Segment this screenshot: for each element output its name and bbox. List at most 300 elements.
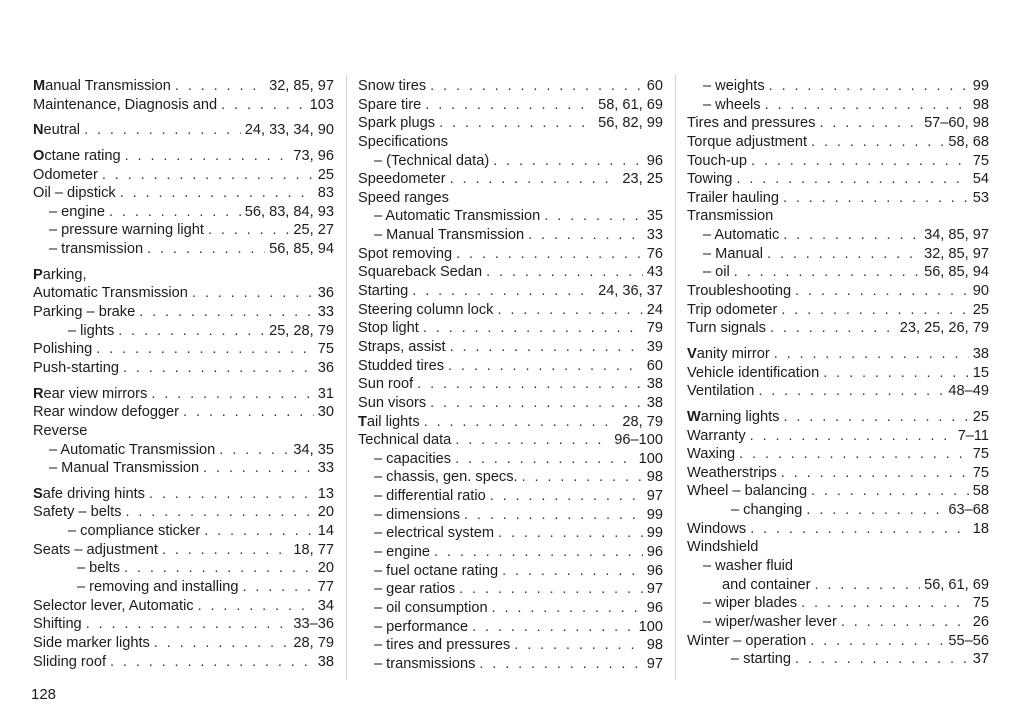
index-entry xyxy=(358,189,663,208)
index-entry xyxy=(687,282,989,301)
dot-leader xyxy=(770,319,896,338)
entry-term xyxy=(33,653,106,672)
entry-pages: 58, 68 xyxy=(948,133,989,150)
entry-term-text: – wiper/washer lever xyxy=(703,613,837,630)
index-entry xyxy=(358,114,663,133)
entry-pages: 32, 85, 97 xyxy=(269,78,334,94)
index-entry xyxy=(358,506,663,525)
index-entry xyxy=(358,636,663,655)
dot-leader xyxy=(434,543,643,562)
entry-term-text: Towing xyxy=(687,171,733,188)
index-entry xyxy=(33,322,334,341)
entry-term-text: Turn signals xyxy=(687,320,766,337)
entry-term-text: anity mirror xyxy=(696,345,770,362)
entry-term xyxy=(687,576,810,595)
entry-term xyxy=(687,189,779,208)
dot-leader xyxy=(750,520,969,539)
entry-term-text: Touch-up xyxy=(687,152,748,169)
entry-term-text: Torque adjustment xyxy=(687,133,808,150)
entry-term-text: Odometer xyxy=(33,166,98,183)
entry-pages: 77 xyxy=(317,579,334,596)
index-entry xyxy=(33,485,334,504)
entry-term-text: Spark plugs xyxy=(358,115,436,132)
index-entry xyxy=(687,382,989,401)
entry-pages: 56, 85, 94 xyxy=(924,264,989,281)
entry-term xyxy=(687,301,777,320)
entry-term xyxy=(33,322,114,341)
entry-term-text: – Automatic xyxy=(703,227,780,244)
entry-term-text: Vehicle identification xyxy=(687,364,820,381)
entry-pages: 28, 79 xyxy=(622,413,663,430)
index-entry xyxy=(687,538,989,557)
entry-pages: 63–68 xyxy=(948,502,989,519)
index-entry xyxy=(358,301,663,320)
index-entry xyxy=(358,431,663,450)
entry-term xyxy=(358,319,419,338)
dot-leader xyxy=(162,541,289,560)
entry-term xyxy=(687,245,763,264)
entry-pages: 38 xyxy=(972,345,989,362)
entry-pages: 96 xyxy=(646,152,663,169)
entry-pages: 99 xyxy=(646,525,663,542)
entry-term-text: – fuel octane rating xyxy=(374,562,499,579)
entry-term-text: Snow tires xyxy=(358,78,427,94)
entry-pages: 75 xyxy=(972,464,989,481)
dot-leader xyxy=(492,599,643,618)
index-column-3 xyxy=(687,77,989,669)
index-entry xyxy=(358,319,663,338)
entry-term-text: Rear window defogger xyxy=(33,404,180,421)
entry-term xyxy=(358,580,455,599)
dot-leader xyxy=(502,562,643,581)
dot-leader xyxy=(811,133,944,152)
entry-pages: 25, 28, 79 xyxy=(269,322,334,339)
entry-term-text: – wheels xyxy=(703,96,761,113)
entry-term-text: ctane rating xyxy=(44,147,121,164)
dot-leader xyxy=(490,487,643,506)
entry-term-text: Push-starting xyxy=(33,359,119,376)
entry-term xyxy=(687,364,819,383)
entry-term-text: – weights xyxy=(703,78,765,94)
entry-pages: 75 xyxy=(972,152,989,169)
entry-pages: 38 xyxy=(646,394,663,411)
index-entry xyxy=(33,77,334,96)
entry-pages: 79 xyxy=(646,320,663,337)
entry-term xyxy=(687,226,779,245)
entry-term-text: Safety – belts xyxy=(33,504,122,521)
entry-term-text: ail lights xyxy=(366,413,420,430)
entry-term xyxy=(33,403,179,422)
entry-term-text: – differential ratio xyxy=(374,488,486,505)
entry-term-text: – starting xyxy=(731,651,792,668)
dot-leader xyxy=(219,441,289,460)
entry-term xyxy=(687,594,797,613)
index-entry xyxy=(33,184,334,203)
entry-term-text: Waxing xyxy=(687,446,736,463)
entry-term-text: – removing and installing xyxy=(77,579,239,596)
dot-leader xyxy=(801,594,969,613)
entry-term xyxy=(358,226,524,245)
entry-term-text: – oil consumption xyxy=(374,599,488,616)
index-entry xyxy=(358,655,663,674)
index-entry xyxy=(33,578,334,597)
entry-pages: 98 xyxy=(646,637,663,654)
dot-leader xyxy=(183,403,314,422)
dot-leader xyxy=(750,427,954,446)
entry-pages: 53 xyxy=(972,189,989,206)
entry-term-text: – Manual Transmission xyxy=(49,460,200,477)
dot-leader xyxy=(522,468,643,487)
entry-term-text: – Manual Transmission xyxy=(374,227,525,244)
dot-leader xyxy=(147,240,265,259)
entry-pages: 33 xyxy=(646,227,663,244)
dot-leader xyxy=(811,482,969,501)
index-entry xyxy=(687,557,989,576)
entry-pages: 56, 83, 84, 93 xyxy=(244,203,334,220)
entry-term-text: Trailer hauling xyxy=(687,189,779,206)
entry-term-text: Specifications xyxy=(358,133,449,150)
dot-leader xyxy=(819,114,920,133)
entry-pages: 38 xyxy=(646,376,663,393)
entry-pages: 100 xyxy=(638,618,663,635)
entry-term-text: Ventilation xyxy=(687,383,755,400)
entry-pages: 33–36 xyxy=(293,616,334,633)
entry-pages: 98 xyxy=(646,469,663,486)
index-entry xyxy=(687,464,989,483)
dot-leader xyxy=(221,96,305,115)
dot-leader xyxy=(192,284,314,303)
entry-term-text: Maintenance, Diagnosis and xyxy=(33,96,218,113)
entry-pages: 97 xyxy=(646,488,663,505)
entry-term-initial: W xyxy=(687,408,701,425)
entry-term xyxy=(358,375,413,394)
entry-term xyxy=(687,319,766,338)
entry-pages: 100 xyxy=(638,450,663,467)
entry-term-text: Spot removing xyxy=(358,245,453,262)
dot-leader xyxy=(528,226,643,245)
entry-term xyxy=(358,207,540,226)
entry-term xyxy=(358,338,446,357)
entry-pages: 23, 25 xyxy=(622,171,663,188)
entry-term xyxy=(358,189,449,208)
entry-term xyxy=(33,266,87,285)
entry-term-text: – transmission xyxy=(49,241,144,258)
entry-term xyxy=(687,650,791,669)
entry-term-text: Seats – adjustment xyxy=(33,541,158,558)
entry-term-text: Studded tires xyxy=(358,357,444,374)
entry-pages: 20 xyxy=(317,504,334,521)
dot-leader xyxy=(739,445,969,464)
index-entry xyxy=(358,524,663,543)
dot-leader xyxy=(424,413,619,432)
entry-pages: 96 xyxy=(646,544,663,561)
entry-term xyxy=(687,207,773,226)
entry-term-text: Parking – brake xyxy=(33,304,136,321)
dot-leader xyxy=(154,634,290,653)
index-entry xyxy=(358,543,663,562)
entry-term-text: Straps, assist xyxy=(358,338,446,355)
entry-term xyxy=(33,77,171,96)
dot-leader xyxy=(204,522,314,541)
entry-pages: 25 xyxy=(317,166,334,183)
column-divider xyxy=(346,74,347,680)
entry-term xyxy=(358,282,408,301)
entry-term-text: Troubleshooting xyxy=(687,283,792,300)
index-entry xyxy=(687,408,989,427)
entry-pages: 98 xyxy=(972,96,989,113)
entry-term-initial: P xyxy=(33,266,43,283)
entry-term-text: – transmissions xyxy=(374,655,476,672)
entry-term-initial: S xyxy=(33,485,43,502)
dot-leader xyxy=(109,203,241,222)
dot-leader xyxy=(425,96,594,115)
entry-term xyxy=(687,520,746,539)
dot-leader xyxy=(198,597,314,616)
entry-term xyxy=(358,413,420,432)
entry-term xyxy=(687,382,754,401)
dot-leader xyxy=(514,636,642,655)
dot-leader xyxy=(765,96,969,115)
entry-pages: 39 xyxy=(646,338,663,355)
entry-term xyxy=(358,487,486,506)
entry-pages: 75 xyxy=(317,341,334,358)
entry-pages: 58, 61, 69 xyxy=(598,96,663,113)
index-entry xyxy=(33,221,334,240)
entry-pages: 31 xyxy=(317,385,334,402)
entry-term-text: ear view mirrors xyxy=(43,385,148,402)
dot-leader xyxy=(124,559,314,578)
dot-leader xyxy=(125,147,290,166)
index-entry xyxy=(358,338,663,357)
dot-leader xyxy=(734,263,920,282)
dot-leader xyxy=(412,282,594,301)
index-entry xyxy=(358,170,663,189)
index-entry xyxy=(687,189,989,208)
entry-pages: 96 xyxy=(646,562,663,579)
entry-term xyxy=(33,441,215,460)
entry-term xyxy=(33,578,238,597)
entry-pages: 24, 36, 37 xyxy=(598,283,663,300)
index-column-1 xyxy=(33,77,334,671)
index-entry xyxy=(687,445,989,464)
dot-leader xyxy=(125,503,313,522)
entry-pages: 60 xyxy=(646,357,663,374)
index-entry xyxy=(687,632,989,651)
entry-term-text: – engine xyxy=(374,544,430,561)
index-entry xyxy=(687,501,989,520)
entry-pages: 34 xyxy=(317,597,334,614)
index-entry xyxy=(687,594,989,613)
entry-pages: 20 xyxy=(317,560,334,577)
dot-leader xyxy=(450,170,619,189)
entry-pages: 34, 35 xyxy=(293,441,334,458)
dot-leader xyxy=(120,184,314,203)
index-entry xyxy=(687,170,989,189)
index-entry xyxy=(687,226,989,245)
entry-pages: 56, 85, 94 xyxy=(269,241,334,258)
entry-term-text: Trip odometer xyxy=(687,301,778,318)
entry-term xyxy=(358,599,488,618)
index-entry xyxy=(358,468,663,487)
index-entry xyxy=(687,650,989,669)
dot-leader xyxy=(758,382,944,401)
dot-leader xyxy=(823,364,969,383)
entry-term xyxy=(687,613,837,632)
index-entry xyxy=(33,203,334,222)
index-entry xyxy=(358,618,663,637)
index-entry xyxy=(687,114,989,133)
entry-term xyxy=(33,359,119,378)
entry-pages: 57–60, 98 xyxy=(924,115,989,132)
column-divider xyxy=(675,74,676,680)
entry-term-text: – dimensions xyxy=(374,506,460,523)
index-entry xyxy=(358,357,663,376)
entry-term-text: arking, xyxy=(42,266,87,283)
entry-term-text: – tires and pressures xyxy=(374,637,511,654)
dot-leader xyxy=(493,152,643,171)
index-entry xyxy=(687,345,989,364)
entry-term xyxy=(33,340,92,359)
dot-leader xyxy=(423,319,643,338)
dot-leader xyxy=(806,501,944,520)
entry-term-text: Technical data xyxy=(358,432,452,449)
index-entry xyxy=(358,96,663,115)
entry-pages: 56, 82, 99 xyxy=(598,115,663,132)
entry-term xyxy=(33,615,82,634)
dot-leader xyxy=(450,338,643,357)
entry-pages: 103 xyxy=(309,96,334,113)
entry-term xyxy=(33,634,150,653)
dot-leader xyxy=(430,77,643,96)
entry-pages: 73, 96 xyxy=(293,147,334,164)
dot-leader xyxy=(497,301,642,320)
entry-term xyxy=(33,459,199,478)
index-entry xyxy=(687,576,989,595)
index-entry xyxy=(33,522,334,541)
index-entry xyxy=(358,282,663,301)
entry-term xyxy=(687,501,802,520)
index-entry xyxy=(33,340,334,359)
entry-term-text: – Automatic Transmission xyxy=(374,208,541,225)
entry-term xyxy=(33,303,135,322)
index-entry xyxy=(33,559,334,578)
entry-term-text: Polishing xyxy=(33,341,93,358)
entry-term xyxy=(33,96,217,115)
entry-pages: 32, 85, 97 xyxy=(924,245,989,262)
entry-term xyxy=(33,203,105,222)
page-number: 128 xyxy=(31,686,57,703)
dot-leader xyxy=(544,207,642,226)
dot-leader xyxy=(118,322,265,341)
entry-term-text: Sliding roof xyxy=(33,653,107,670)
entry-term-initial: N xyxy=(33,122,44,139)
entry-term xyxy=(687,557,793,576)
entry-term xyxy=(33,559,120,578)
dot-leader xyxy=(84,121,241,140)
entry-term xyxy=(358,506,460,525)
dot-leader xyxy=(459,580,643,599)
entry-term xyxy=(358,450,451,469)
entry-pages: 7–11 xyxy=(957,427,989,444)
entry-term-initial: O xyxy=(33,147,45,164)
entry-term-text: Sun roof xyxy=(358,376,414,393)
entry-term-text: arning lights xyxy=(700,408,780,425)
index-entry xyxy=(687,364,989,383)
entry-term xyxy=(33,184,116,203)
entry-term xyxy=(358,357,444,376)
entry-term-text: Windshield xyxy=(687,539,759,556)
entry-term-text: – gear ratios xyxy=(374,581,456,598)
dot-leader xyxy=(151,385,313,404)
dot-leader xyxy=(417,375,643,394)
index-entry xyxy=(33,240,334,259)
index-entry xyxy=(33,284,334,303)
entry-term-text: Windows xyxy=(687,520,747,537)
entry-term xyxy=(358,618,468,637)
dot-leader xyxy=(455,450,635,469)
dot-leader xyxy=(814,576,920,595)
entry-term xyxy=(358,245,452,264)
entry-pages: 25, 27 xyxy=(293,222,334,239)
entry-term xyxy=(358,524,494,543)
index-entry xyxy=(33,541,334,560)
index-entry xyxy=(687,520,989,539)
index-entry xyxy=(33,121,334,140)
entry-term-text: – washer fluid xyxy=(703,558,794,575)
entry-term-text: and container xyxy=(722,576,811,593)
entry-term-text: Shifting xyxy=(33,616,82,633)
index-entry xyxy=(358,77,663,96)
entry-term-text: Spare tire xyxy=(358,96,422,113)
entry-term-text: Speed ranges xyxy=(358,189,449,206)
entry-term xyxy=(33,597,194,616)
dot-leader xyxy=(774,345,969,364)
index-entry xyxy=(687,152,989,171)
entry-pages: 26 xyxy=(972,613,989,630)
entry-term xyxy=(358,114,435,133)
entry-pages: 33 xyxy=(317,304,334,321)
entry-pages: 55–56 xyxy=(948,632,989,649)
index-entry xyxy=(687,482,989,501)
entry-pages: 35 xyxy=(646,208,663,225)
entry-term-text: – compliance sticker xyxy=(68,523,201,540)
dot-leader xyxy=(175,77,265,96)
entry-term xyxy=(687,427,746,446)
entry-term-text: Stop light xyxy=(358,320,419,337)
entry-pages: 38 xyxy=(317,653,334,670)
dot-leader xyxy=(736,170,968,189)
entry-term xyxy=(358,263,482,282)
index-entry xyxy=(358,263,663,282)
index-entry xyxy=(33,266,334,285)
entry-pages: 14 xyxy=(317,523,334,540)
entry-pages: 18 xyxy=(972,520,989,537)
entry-term xyxy=(687,482,807,501)
entry-pages: 24 xyxy=(646,301,663,318)
entry-term xyxy=(687,538,758,557)
entry-term xyxy=(358,543,430,562)
entry-term xyxy=(687,345,770,364)
entry-term-text: Wheel – balancing xyxy=(687,483,808,500)
entry-term xyxy=(358,170,446,189)
index-entry xyxy=(33,303,334,322)
entry-term-text: Squareback Sedan xyxy=(358,264,483,281)
dot-leader xyxy=(781,301,968,320)
entry-term xyxy=(358,636,510,655)
entry-pages: 76 xyxy=(646,245,663,262)
index-entry xyxy=(33,147,334,166)
entry-term xyxy=(687,632,806,651)
